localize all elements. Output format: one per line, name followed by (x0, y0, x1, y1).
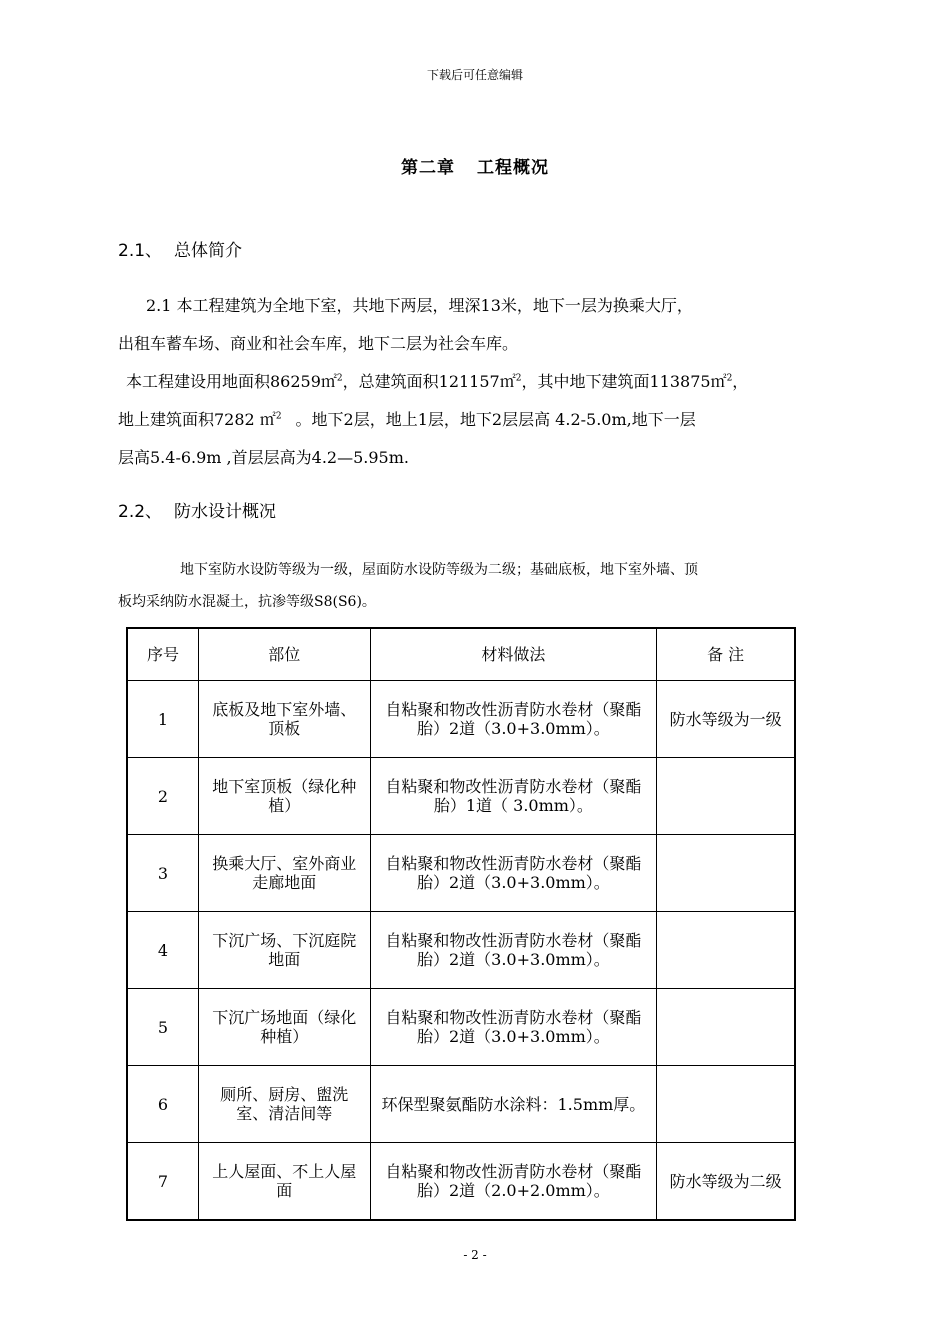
cell-part: 下沉广场、下沉庭院地面 (198, 912, 370, 989)
table-row (127, 1143, 795, 1221)
cell-no: 2 (127, 758, 198, 835)
chapter-title (0, 153, 950, 178)
para-line: 出租车蓄车场、商业和社会车库，地下二层为社会车库。 (118, 334, 519, 353)
section-label: 防水设计概况 (174, 502, 276, 522)
waterproof-table (126, 627, 796, 1221)
page-number: - 2 - (463, 1248, 487, 1262)
superscript: 2 (336, 373, 343, 384)
cell-no: 3 (127, 835, 198, 912)
cell-note (657, 835, 795, 912)
cell-method: 自粘聚和物改性沥青防水卷材（聚酯胎）2道（3.0+3.0mm）。 (370, 681, 657, 758)
text-fragment: 。地下2层，地上1层，地下2层层高 4.2-5.0m,地下一层 (295, 410, 696, 429)
cell-no: 6 (127, 1066, 198, 1143)
para-line: 层高5.4-6.9m ,首层层高为4.2—5.95m. (118, 448, 409, 467)
superscript: 2 (726, 373, 733, 384)
table-row (127, 835, 795, 912)
cell-method: 自粘聚和物改性沥青防水卷材（聚酯胎）2道（3.0+3.0mm）。 (370, 835, 657, 912)
cell-no: 5 (127, 989, 198, 1066)
page-header: 下载后可任意编辑 (426, 68, 523, 82)
cell-part: 底板及地下室外墙、顶板 (198, 681, 370, 758)
text-fragment: ， (732, 372, 749, 391)
table-row (127, 912, 795, 989)
table-row (127, 989, 795, 1066)
cell-part: 厕所、厨房、盥洗室、清洁间等 (198, 1066, 370, 1143)
superscript: 2 (275, 411, 282, 422)
cell-note: 防水等级为二级 (657, 1143, 795, 1221)
cell-note (657, 989, 795, 1066)
cell-method: 环保型聚氨酯防水涂料：1.5mm厚。 (370, 1066, 657, 1143)
cell-part: 上人屋面、不上人屋面 (198, 1143, 370, 1221)
table-row (127, 681, 795, 758)
table-row (127, 758, 795, 835)
cell-part: 换乘大厅、室外商业走廊地面 (198, 835, 370, 912)
section-heading-2-2 (118, 497, 276, 522)
cell-note: 防水等级为一级 (657, 681, 795, 758)
column-header: 材料做法 (370, 628, 657, 681)
table-row (127, 1066, 795, 1143)
cell-no: 7 (127, 1143, 198, 1221)
column-header: 序号 (127, 628, 198, 681)
para-line: 板均采纳防水混凝土，抗渗等级S8(S6)。 (118, 594, 376, 610)
cell-no: 4 (127, 912, 198, 989)
section-number: 2.1、 (118, 241, 163, 261)
cell-no: 1 (127, 681, 198, 758)
text-fragment: ，总建筑面积121157㎡ (342, 372, 516, 391)
column-header: 部位 (198, 628, 370, 681)
superscript: 2 (515, 373, 522, 384)
cell-note (657, 758, 795, 835)
cell-part: 地下室顶板（绿化种植） (198, 758, 370, 835)
section-number: 2.2、 (118, 502, 163, 522)
text-fragment: ，其中地下建筑面113875㎡ (521, 372, 727, 391)
column-header: 备 注 (657, 628, 795, 681)
cell-method: 自粘聚和物改性沥青防水卷材（聚酯胎）2道（3.0+3.0mm）。 (370, 912, 657, 989)
section-label: 总体简介 (174, 241, 242, 261)
section-heading-2-1 (118, 236, 242, 261)
para-line (118, 363, 814, 401)
overview-paragraph (118, 287, 814, 477)
text-fragment: 地上建筑面积7282 ㎡ (118, 410, 276, 429)
chapter-name: 工程概况 (477, 158, 549, 178)
chapter-number: 第二章 (401, 158, 455, 178)
para-line (118, 401, 814, 439)
para-line: 2.1 本工程建筑为全地下室，共地下两层，埋深13米，地下一层为换乘大厅， (146, 296, 693, 315)
cell-method: 自粘聚和物改性沥青防水卷材（聚酯胎）2道（3.0+3.0mm）。 (370, 989, 657, 1066)
cell-note (657, 912, 795, 989)
table-header-row (127, 628, 795, 681)
cell-note (657, 1066, 795, 1143)
cell-method: 自粘聚和物改性沥青防水卷材（聚酯胎）1道（ 3.0mm）。 (370, 758, 657, 835)
para-line: 地下室防水设防等级为一级，屋面防水设防等级为二级；基础底板，地下室外墙、顶 (180, 562, 698, 578)
cell-part: 下沉广场地面（绿化种植） (198, 989, 370, 1066)
waterproof-paragraph (118, 554, 814, 618)
cell-method: 自粘聚和物改性沥青防水卷材（聚酯胎）2道（2.0+2.0mm）。 (370, 1143, 657, 1221)
text-fragment: 本工程建设用地面积86259㎡ (126, 372, 337, 391)
